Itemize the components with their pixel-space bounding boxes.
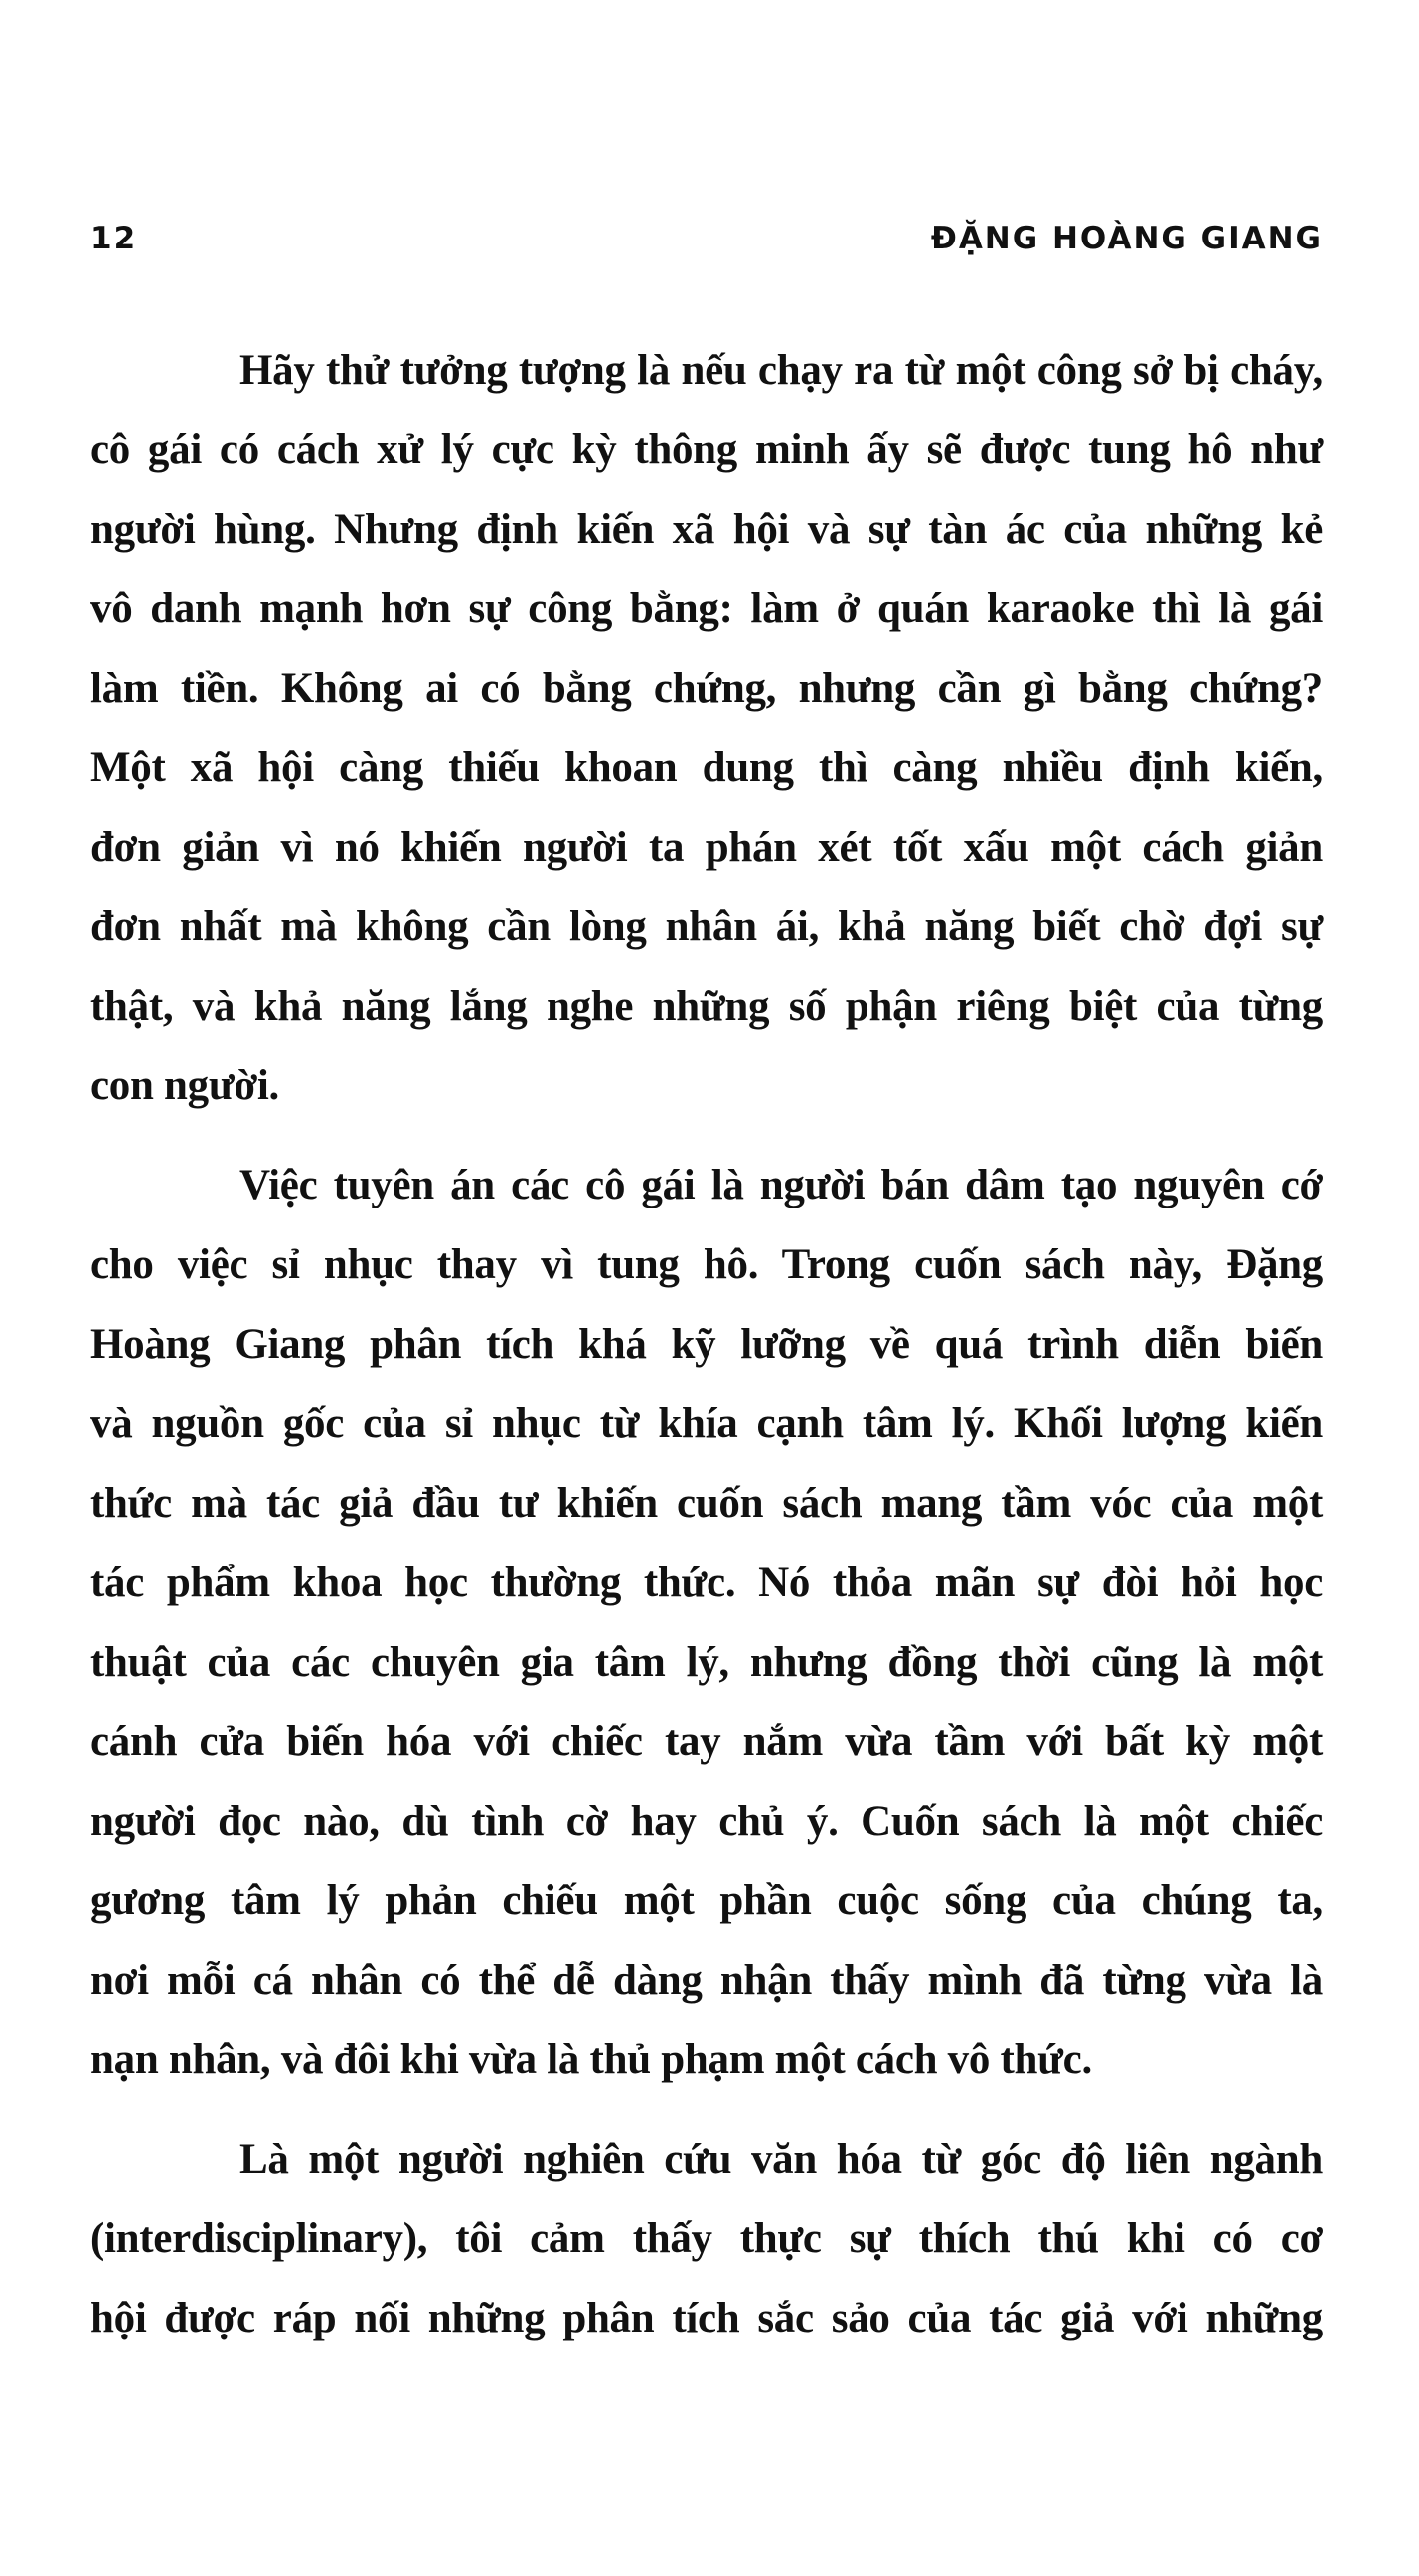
text-line: nơi mỗi cá nhân có thể dễ dàng nhận thấy mình đã từng vừa là — [90, 1957, 1323, 2004]
text-line: người đọc nào, dù tình cờ hay chủ ý. Cuốn sách là một chiếc — [90, 1798, 1323, 1845]
text-line: và nguồn gốc của sỉ nhục từ khía cạnh tâm lý. Khối lượng kiến — [90, 1400, 1323, 1447]
text-line: vô danh mạnh hơn sự công bằng: làm ở quán karaoke thì là gái — [90, 585, 1323, 632]
paragraph — [90, 331, 1323, 1126]
text-line: làm tiền. Không ai có bằng chứng, nhưng cần gì bằng chứng? — [90, 665, 1323, 712]
text-line: Một xã hội càng thiếu khoan dung thì càng nhiều định kiến, — [90, 744, 1323, 791]
text-line: gương tâm lý phản chiếu một phần cuộc sống của chúng ta, — [90, 1877, 1323, 1924]
paragraph — [90, 1146, 1323, 2100]
text-line: Hoàng Giang phân tích khá kỹ lưỡng về quá trình diễn biến — [90, 1321, 1323, 1368]
paragraph — [90, 2120, 1323, 2358]
text-line: cho việc sỉ nhục thay vì tung hô. Trong cuốn sách này, Đặng — [90, 1241, 1323, 1288]
page-number: 12 — [90, 221, 138, 256]
text-line: Việc tuyên án các cô gái là người bán dâm tạo nguyên cớ — [239, 1162, 1323, 1208]
text-line: đơn giản vì nó khiến người ta phán xét tốt xấu một cách giản — [90, 824, 1323, 871]
text-line: người hùng. Nhưng định kiến xã hội và sự tàn ác của những kẻ — [90, 506, 1323, 553]
text-line: đơn nhất mà không cần lòng nhân ái, khả năng biết chờ đợi sự — [90, 903, 1323, 950]
body-text — [90, 331, 1323, 2378]
text-line: thức mà tác giả đầu tư khiến cuốn sách mang tầm vóc của một — [90, 1480, 1323, 1527]
text-line: Là một người nghiên cứu văn hóa từ góc độ liên ngành — [239, 2136, 1323, 2182]
text-line: con người. — [90, 1062, 279, 1109]
page-header — [90, 221, 1323, 270]
text-line: Hãy thử tưởng tượng là nếu chạy ra từ một công sở bị cháy, — [239, 347, 1323, 394]
text-line: (interdisciplinary), tôi cảm thấy thực sự thích thú khi có cơ — [90, 2215, 1323, 2262]
text-line: cánh cửa biến hóa với chiếc tay nắm vừa tầm với bất kỳ một — [90, 1718, 1323, 1765]
running-title: ĐẶNG HOÀNG GIANG — [930, 221, 1323, 256]
text-line: hội được ráp nối những phân tích sắc sảo của tác giả với những — [90, 2295, 1323, 2341]
text-line: thật, và khả năng lắng nghe những số phận riêng biệt của từng — [90, 983, 1323, 1030]
text-line: tác phẩm khoa học thường thức. Nó thỏa mãn sự đòi hỏi học — [90, 1559, 1323, 1606]
text-line: cô gái có cách xử lý cực kỳ thông minh ấy sẽ được tung hô như — [90, 426, 1323, 473]
text-line: nạn nhân, và đôi khi vừa là thủ phạm một cách vô thức. — [90, 2036, 1092, 2083]
text-line: thuật của các chuyên gia tâm lý, nhưng đồng thời cũng là một — [90, 1639, 1323, 1686]
